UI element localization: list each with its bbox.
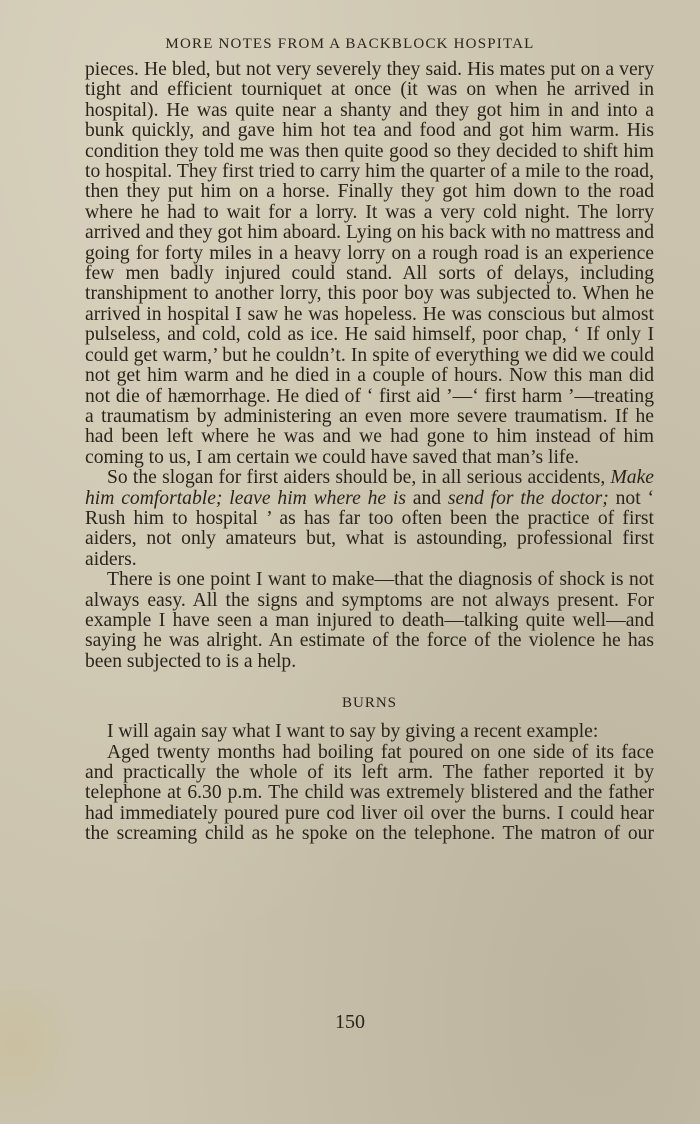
body-text <box>85 60 654 845</box>
paragraph-1: pieces. He bled, but not very severely they said. His mates put on a very tight and efficient tourniquet at once (it was on when he arrived in hospital). He was quite near a shanty and they got him in and into a bunk quickly, and gave him hot tea and food and got him warm. His condition they told me was then quite good so they decided to shift him to hospital. They first tried to carry him the quarter of a mile to the road, then they put him on a horse. Finally they got him down to the road where he had to wait for a lorry. It was a very cold night. The lorry arrived and they got him aboard. Lying on his back with no mattress and going for forty miles in a heavy lorry on a rough road is an experience few men badly injured could stand. All sorts of delays, including transhipment to another lorry, this poor boy was subjected to. When he arrived in hospital I saw he was hopeless. He was conscious but almost pulseless, and cold, cold as ice. He said himself, poor chap, ‘ If only I could get warm,’ but he couldn’t. In spite of everything we did we could not get him warm and he died in a couple of hours. Now this man did not die of hæmorrhage. He died of ‘ first aid ’—‘ first harm ’—treating a traumatism by administering an even more severe traumatism. If he had been left where he was and we had gone to him instead of him coming to us, I am certain we could have saved that man’s life. <box>85 59 654 468</box>
paragraph-4: I will again say what I want to say by giving a recent example: <box>107 721 599 743</box>
paragraph-3: There is one point I want to make—that the diagnosis of shock is not always easy. All the signs and symptoms are not always present. For example I have seen a man injured to death—talking quite well—and saying he was alright. An estimate of the force of the violence he has been subjected to is a help. <box>85 569 654 672</box>
running-head: MORE NOTES FROM A BACKBLOCK HOSPITAL <box>165 36 535 52</box>
paragraph-2 <box>85 468 654 570</box>
section-heading: BURNS <box>341 695 398 712</box>
paragraph-2-start: So the slogan for first aiders should be, in all serious accidents, <box>107 467 611 489</box>
paragraph-2-italic-2: send for the doctor; <box>447 487 609 509</box>
paragraph-2-end: not ‘ Rush him to hospital ’ as has far too often been the practice of first aiders, not only amateurs but, what is astounding, professional first aiders. <box>85 487 655 570</box>
paragraph-5: Aged twenty months had boiling fat poured on one side of its face and practically the whole of its left arm. The father reported it by telephone at 6.30 p.m. The child was extremely blistered and the father had immediately poured pure cod liver oil over the burns. I could hear the screaming child as he spoke on the telephone. The matron of our <box>85 741 654 845</box>
paragraph-2-and: and <box>405 487 448 509</box>
page-number: 150 <box>335 1011 365 1033</box>
paragraph-2-italic: Make him comfortable; leave him where he is <box>85 467 654 509</box>
